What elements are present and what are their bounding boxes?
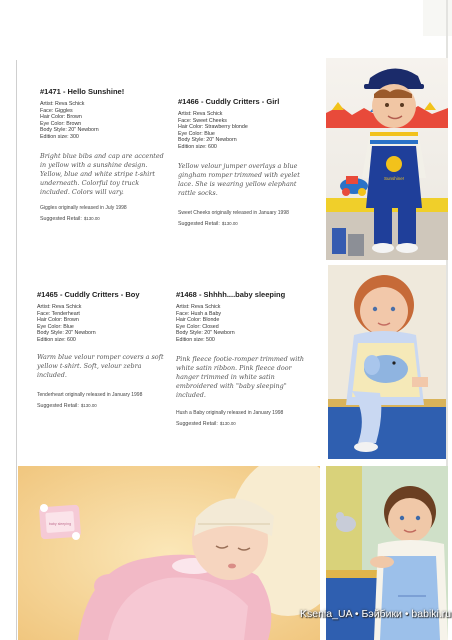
photo-hello-sunshine-art [326,58,448,260]
spec-face: Face: Sweet Cheeks [178,117,227,124]
entry-title: #1471 - Hello Sunshine! [40,87,125,96]
retail-price: $130.00 [83,215,100,221]
retail-label: Suggested Retail: [178,220,220,227]
spec-body: Body Style: 20" Newborn [37,330,96,337]
entry-cuddly-critters-girl [178,97,313,227]
entry-shhhh-baby-sleeping [176,290,311,427]
entry-hello-sunshine [40,87,168,222]
spec-face: Face: Hush a Baby [176,310,222,317]
spec-edition: Edition size: 500 [176,336,215,343]
entry-title: #1465 - Cuddly Critters - Boy [37,290,140,299]
entry-release: Tenderheart originally released in January 1998 [37,391,143,398]
entry-description: Yellow velour jumper overlays a blue gingham romper trimmed with eyelet lace. She is wearing yellow elephant rattle socks. [178,161,300,197]
photo-hello-sunshine-doll [326,58,448,260]
retail-label: Suggested Retail: [40,215,82,222]
spec-eye: Eye Color: Closed [176,323,219,330]
hanger-text: baby sleeping [48,522,72,526]
entry-release: Sweet Cheeks originally released in January 1998 [178,209,289,216]
spec-body: Body Style: 20" Newborn [176,330,235,337]
cap-sunshine-text: Sunshine! [383,176,405,181]
spec-hair: Hair Color: Brown [37,317,79,324]
retail-label: Suggested Retail: [176,420,218,427]
spec-eye: Eye Color: Blue [178,130,215,137]
retail-price: $130.00 [221,220,238,226]
entry-retail [37,403,165,409]
photo-baby-sleeping-art [18,466,320,640]
spec-artist: Artist: Reva Schick [40,101,85,107]
spec-artist: Artist: Reva Schick [37,304,82,310]
photo-cuddly-girl-art [328,265,446,459]
photo-baby-sleeping-doll [18,466,320,640]
spec-body: Body Style: 20" Newborn [178,137,237,144]
entry-retail [178,221,313,227]
entry-retail [176,421,311,427]
spec-hair: Hair Color: Brown [40,114,82,121]
entry-description: Bright blue bibs and cap are accented in yellow with a sunshine design. Yellow, blue and white stripe t-shirt underneath. Colorful toy truck included. Colors will vary. [40,151,164,196]
spec-artist: Artist: Reva Schick [176,304,221,310]
entry-release: Giggles originally released in July 1998 [40,204,127,211]
entry-title: #1466 - Cuddly Critters - Girl [178,97,280,106]
spec-edition: Edition size: 600 [178,143,217,150]
spec-eye: Eye Color: Blue [37,323,74,330]
photo-cuddly-girl-doll [328,265,446,459]
spec-edition: Edition size: 300 [40,133,79,140]
spec-body: Body Style: 20" Newborn [40,127,99,134]
spec-eye: Eye Color: Brown [40,120,82,127]
spec-hair: Hair Color: Blonde [176,317,220,324]
spec-face: Face: Giggles [40,107,73,114]
entry-cuddly-critters-boy [37,290,165,409]
retail-label: Suggested Retail: [37,402,79,409]
retail-price: $130.00 [80,402,97,408]
spec-face: Face: Tenderheart [37,310,80,317]
spec-edition: Edition size: 600 [37,336,76,343]
entry-retail [40,216,168,222]
entry-title: #1468 - Shhhh....baby sleeping [176,290,286,299]
spec-hair: Hair Color: Strawberry blonde [178,124,248,131]
watermark: Ksenia_UA • Бэйбики • babiki.ru [300,608,452,620]
retail-price: $130.00 [219,420,236,426]
margin-line [16,60,17,640]
entry-release: Hush a Baby originally released in January 1998 [176,409,284,416]
entry-description: Warm blue velour romper covers a soft yellow t-shirt. Soft, velour zebra included. [37,352,164,379]
entry-description: Pink fleece footie-romper trimmed with white satin ribbon. Pink fleece door hanger trimmed in white satin embroidered with "baby sleeping" included. [176,354,305,399]
spec-artist: Artist: Reva Schick [178,111,223,117]
